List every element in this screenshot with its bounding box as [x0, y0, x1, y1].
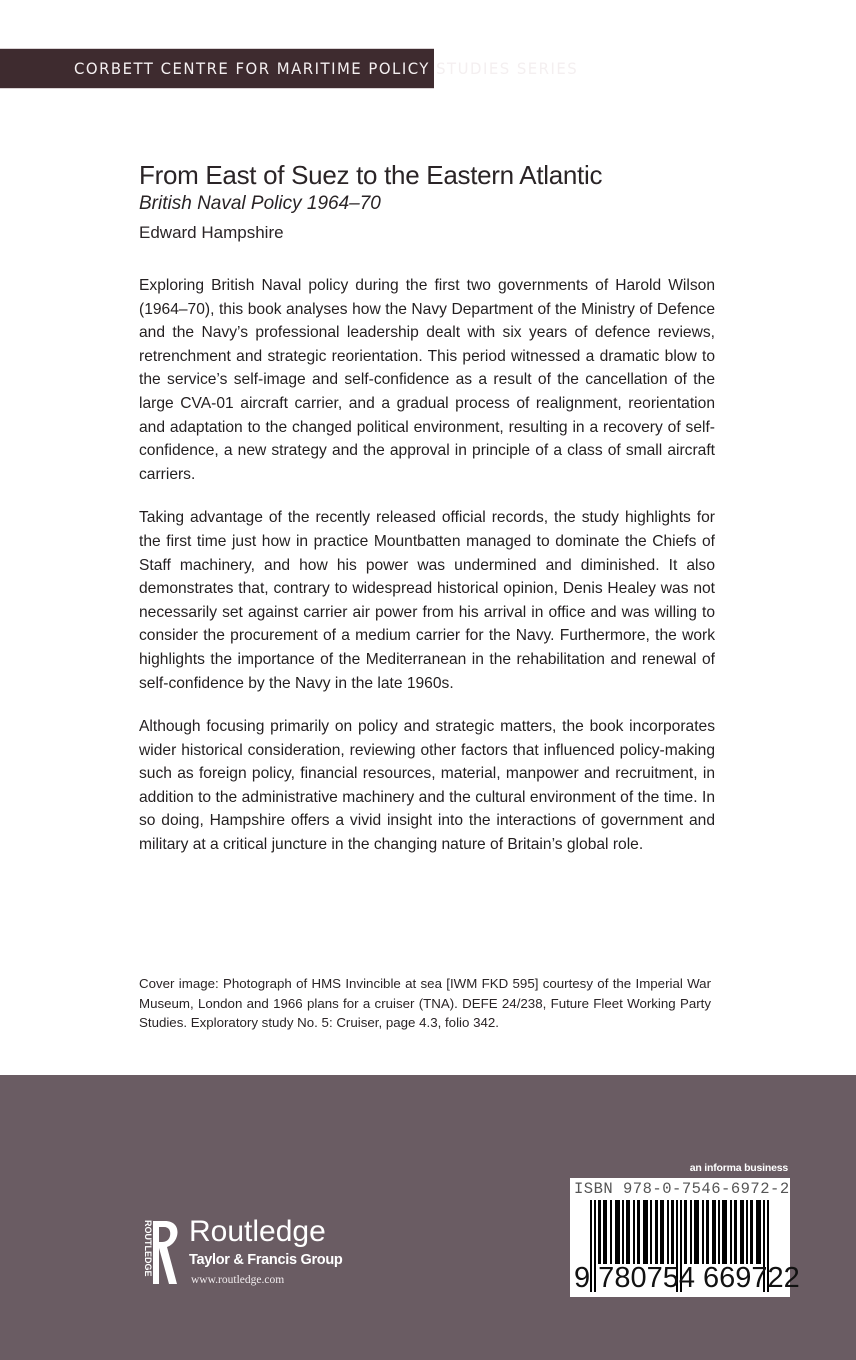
isbn-label: ISBN 978-0-7546-6972-2	[574, 1180, 790, 1198]
book-title: From East of Suez to the Eastern Atlantic	[139, 160, 603, 190]
book-subtitle: British Naval Policy 1964–70	[139, 193, 381, 214]
svg-text:ROUTLEDGE: ROUTLEDGE	[143, 1220, 153, 1277]
routledge-r-logo-icon	[137, 1218, 181, 1288]
title-block	[139, 159, 739, 247]
book-author: Edward Hampshire	[139, 223, 284, 242]
informa-tagline: an informa business	[689, 1162, 788, 1174]
blurb-paragraph-3: Although focusing primarily on policy and strategic matters, the book incorporates wider historical consideration, reviewing other factors that influenced policy-making such as foreign policy, financial resources, material, manpower and recruitment, in addition to the administrative machinery and the cultural environment of the time. In so doing, Hampshire offers a vivid insight into the interactions of government and military at a critical juncture in the changing nature of Britain’s global role.	[139, 718, 715, 854]
publisher-group: Taylor & Francis Group	[189, 1252, 343, 1268]
cover-credit: Cover image: Photograph of HMS Invincible at sea [IWM FKD 595] courtesy of the Imperial War Museum, London and 1966 plans for a cruiser (TNA). DEFE 24/238, Future Fleet Working Party Studies. Exploratory study No. 5: Cruiser, page 4.3, folio 342.	[139, 976, 711, 1030]
series-band	[0, 48, 579, 89]
publisher-logo	[137, 1215, 397, 1298]
blurb-paragraph-1: Exploring British Naval policy during the first two governments of Harold Wilson (1964–70), this book analyses how the Navy Department of the Ministry of Defence and the Navy’s professional leadership dealt with six years of defence reviews, retrenchment and strategic reorientation. This period witnessed a dramatic blow to the service’s self-image and self-confidence as a result of the cancellation of the large CVA-01 aircraft carrier, and a gradual process of realignment, reorientation and adaptation to the changed political environment, resulting in a recovery of self-confidence, a new strategy and the approval in principle of a class of small aircraft carriers.	[139, 277, 715, 483]
isbn-barcode	[570, 1178, 800, 1297]
blurb	[139, 274, 715, 857]
blurb-paragraph-2: Taking advantage of the recently released official records, the study highlights for the first time just how in practice Mountbatten managed to dominate the Chiefs of Staff machinery, and how his power was undermined and diminished. It also demonstrates that, contrary to widespread historical opinion, Denis Healey was not necessarily set against carrier air power from his arrival in office and was willing to consider the procurement of a medium carrier for the Navy. Furthermore, the work highlights the importance of the Mediterranean in the rehabilitation and renewal of self-confidence by the Navy in the late 1960s.	[139, 509, 715, 692]
series-label: CORBETT CENTRE FOR MARITIME POLICY STUDIES SERIES	[74, 59, 579, 78]
ean-digits: 9 780754 669722	[574, 1262, 800, 1294]
publisher-name: Routledge	[189, 1215, 326, 1248]
publisher-url[interactable]: www.routledge.com	[191, 1274, 285, 1286]
